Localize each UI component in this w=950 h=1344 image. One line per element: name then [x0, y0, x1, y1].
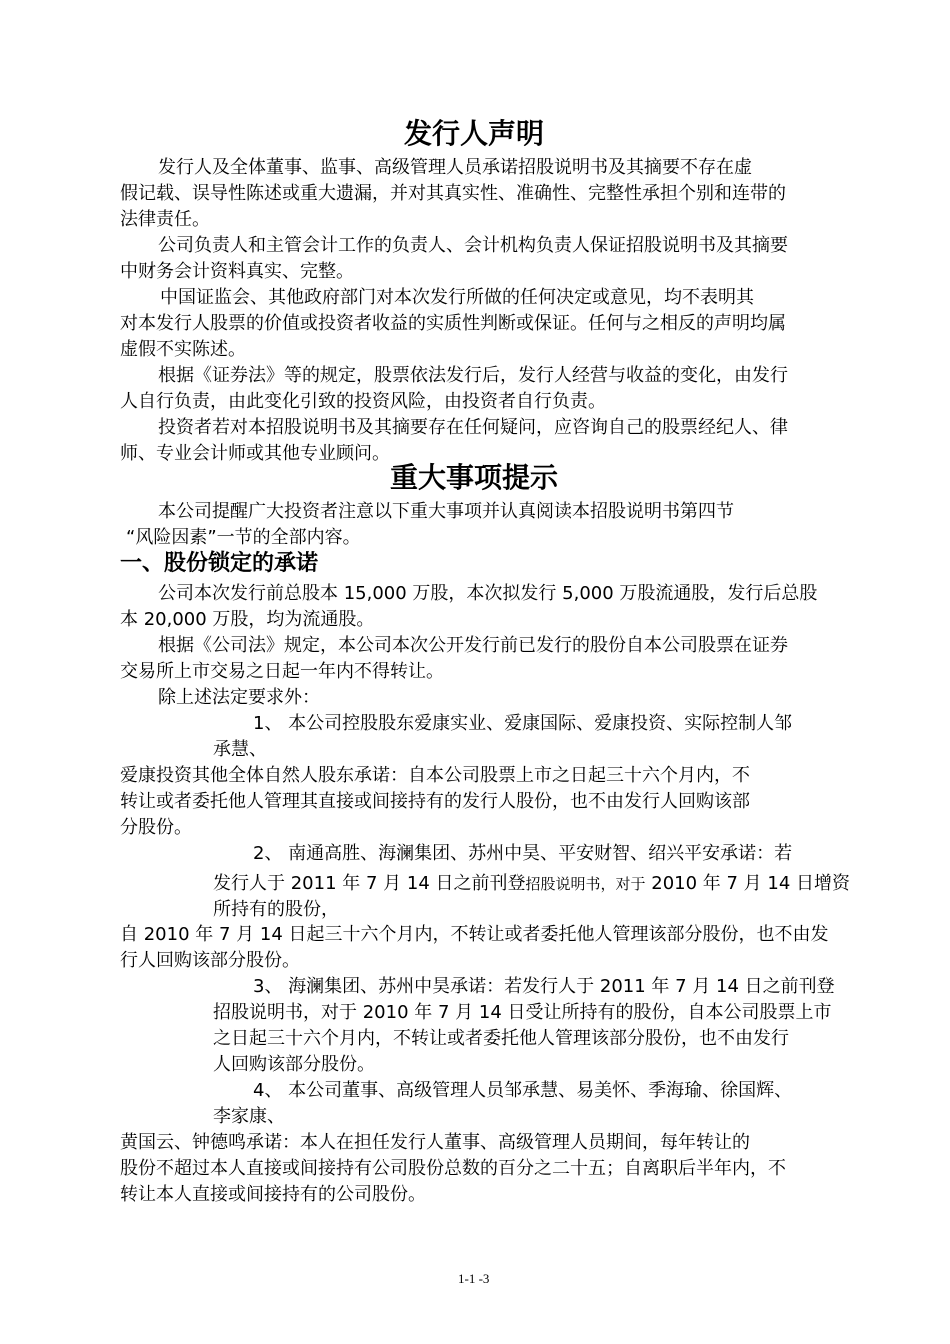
paragraph-line: 发行人及全体董事、监事、高级管理人员承诺招股说明书及其摘要不存在虚: [158, 157, 752, 178]
text-run: 发行人于 2011 年 7 月 14 日之前刊登: [213, 873, 526, 894]
paragraph-line: 虚假不实陈述。: [120, 339, 246, 360]
page-number: 1-1 -3: [458, 1271, 490, 1286]
list-item-1: 1、 本公司控股股东爱康实业、爱康国际、爱康投资、实际控制人邹: [253, 713, 793, 734]
paragraph-line: 股份不超过本人直接或间接持有公司股份总数的百分之二十五；自离职后半年内，不: [120, 1158, 786, 1179]
list-item-3-cont: 之日起三十六个月内，不转让或者委托他人管理该部分股份，也不由发行: [213, 1028, 789, 1049]
paragraph-line: 交易所上市交易之日起一年内不得转让。: [120, 661, 444, 682]
paragraph-line: 公司负责人和主管会计工作的负责人、会计机构负责人保证招股说明书及其摘要: [158, 235, 788, 256]
paragraph-line: 分股份。: [120, 817, 192, 838]
paragraph-line: 对本发行人股票的价值或投资者收益的实质性判断或保证。任何与之相反的声明均属: [120, 313, 786, 334]
paragraph-line: 师、专业会计师或其他专业顾问。: [120, 443, 390, 464]
paragraph-line: 黄国云、钟德鸣承诺：本人在担任发行人董事、高级管理人员期间，每年转让的: [120, 1132, 750, 1153]
paragraph-line: 本公司提醒广大投资者注意以下重大事项并认真阅读本招股说明书第四节: [158, 501, 734, 522]
paragraph-line: 人自行负责，由此变化引致的投资风险，由投资者自行负责。: [120, 391, 606, 412]
paragraph-line: 转让本人直接或间接持有的公司股份。: [120, 1184, 426, 1205]
section-heading-share-lockup: 一、股份锁定的承诺: [120, 551, 319, 576]
paragraph-line: 中财务会计资料真实、完整。: [120, 261, 354, 282]
paragraph-line: 除上述法定要求外：: [158, 687, 320, 708]
list-item-4-cont: 李家康、: [213, 1106, 285, 1127]
paragraph-line: 爱康投资其他全体自然人股东承诺：自本公司股票上市之日起三十六个月内，不: [120, 765, 750, 786]
paragraph-line: 本 20,000 万股，均为流通股。: [120, 609, 375, 630]
paragraph-line: 根据《证券法》等的规定，股票依法发行后，发行人经营与收益的变化，由发行: [158, 365, 788, 386]
list-item-4: 4、 本公司董事、高级管理人员邹承慧、易美怀、季海瑜、徐国辉、: [253, 1080, 793, 1101]
paragraph-line: 投资者若对本招股说明书及其摘要存在任何疑问，应咨询自己的股票经纪人、律: [158, 417, 788, 438]
paragraph-line: 假记载、误导性陈述或重大遗漏，并对其真实性、准确性、完整性承担个别和连带的: [120, 183, 786, 204]
paragraph-line: 转让或者委托他人管理其直接或间接持有的发行人股份，也不由发行人回购该部: [120, 791, 750, 812]
paragraph-line: 法律责任。: [120, 209, 210, 230]
paragraph-line: 根据《公司法》规定，本公司本次公开发行前已发行的股份自本公司股票在证券: [158, 635, 788, 656]
list-item-2-cont: 所持有的股份，: [213, 899, 339, 920]
paragraph-line: 行人回购该部分股份。: [120, 950, 300, 971]
list-item-3-cont: 招股说明书，对于 2010 年 7 月 14 日受让所持有的股份，自本公司股票上市: [213, 1002, 832, 1023]
section-title-major-notice: 重大事项提示: [390, 461, 559, 494]
text-run-small: 招股说明书: [525, 875, 601, 893]
list-item-3-cont: 人回购该部分股份。: [213, 1054, 375, 1075]
paragraph-line: “风险因素”一节的全部内容。: [126, 527, 361, 548]
section-title-issuer-statement: 发行人声明: [404, 117, 545, 150]
paragraph-line: 自 2010 年 7 月 14 日起三十六个月内，不转让或者委托他人管理该部分股份，也不由发: [120, 924, 829, 945]
paragraph-line: 中国证监会、其他政府部门对本次发行所做的任何决定或意见，均不表明其: [160, 287, 754, 308]
list-item-3: 3、 海澜集团、苏州中昊承诺：若发行人于 2011 年 7 月 14 日之前刊登: [253, 976, 835, 997]
list-item-2-cont: [213, 871, 850, 897]
list-item-2: 2、 南通高胜、海澜集团、苏州中昊、平安财智、绍兴平安承诺：若: [253, 843, 793, 864]
text-run: 2010 年 7 月 14 日增资: [645, 873, 851, 894]
text-run-small: ，对于: [600, 875, 646, 893]
paragraph-line: 公司本次发行前总股本 15,000 万股，本次拟发行 5,000 万股流通股，发行后总股: [158, 583, 818, 604]
list-item-1-cont: 承慧、: [213, 739, 267, 760]
